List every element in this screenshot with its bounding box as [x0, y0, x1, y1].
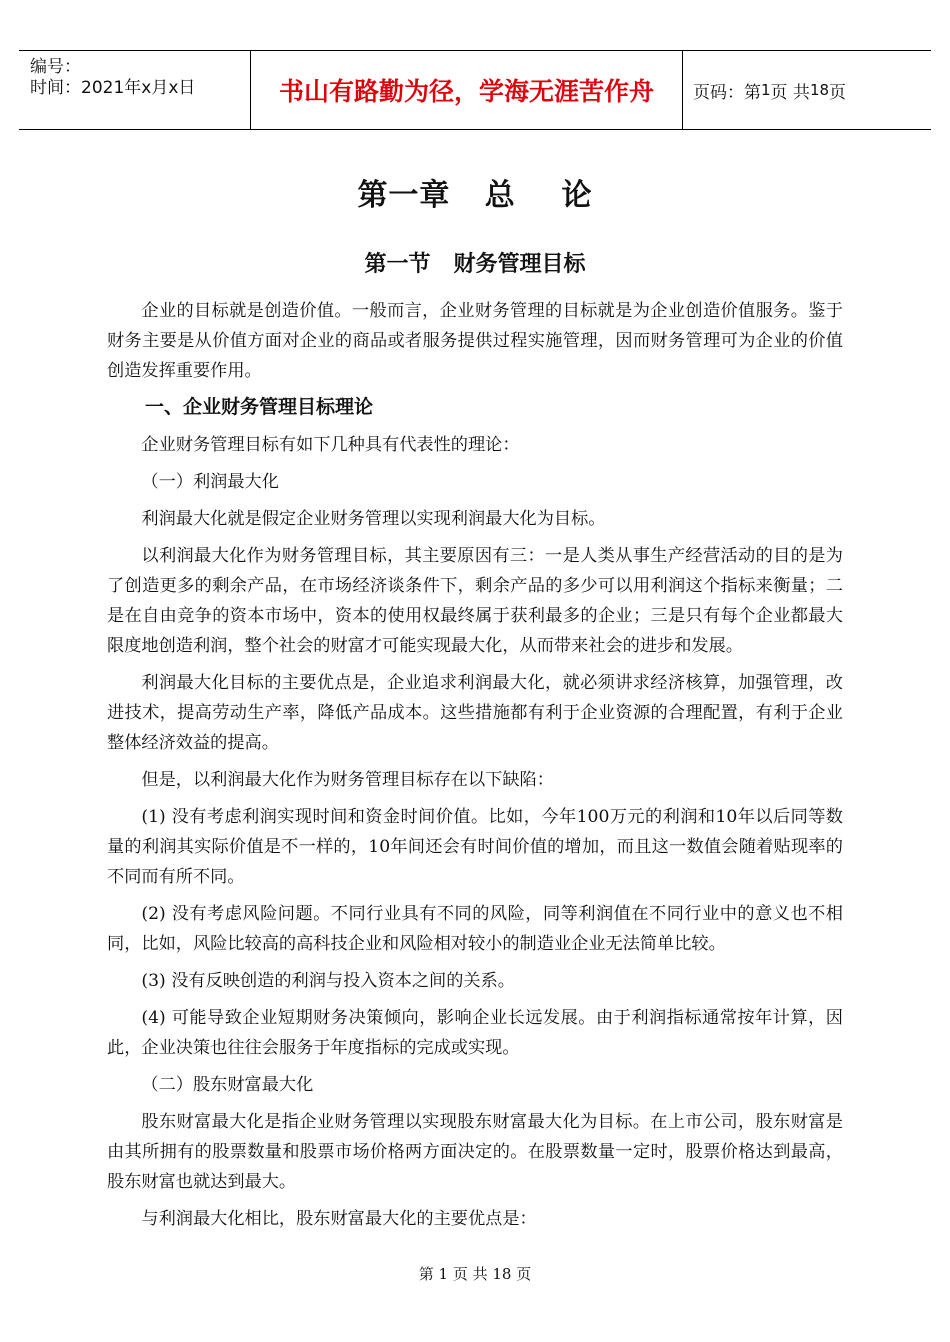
- document-header: [19, 50, 931, 130]
- list-heading: （一）利润最大化: [141, 472, 279, 492]
- page-prefix: 页码：第: [693, 82, 761, 103]
- list-item: (3) 没有反映创造的利润与投入资本之间的关系。: [141, 971, 515, 991]
- paragraph: 企业财务管理目标有如下几种具有代表性的理论：: [141, 435, 520, 455]
- paragraph: 以利润最大化作为财务管理目标，其主要原因有三：一是人类从事生产经营活动的目的是为了创造更多的剩余产品，在市场经济谈条件下，剩余产品的多少可以用利润这个指标来衡量；二是在自由竞争的资本市场中，资本的使用权最终属于获利最多的企业；三是只有每个企业都最大限度地创造利润，整个社会的财富才可能实现最大化，从而带来社会的进步和发展。: [107, 546, 843, 656]
- list-heading: （二）股东财富最大化: [141, 1075, 314, 1095]
- page-number: 1: [761, 81, 771, 99]
- paragraph: 利润最大化就是假定企业财务管理以实现利润最大化为目标。: [141, 509, 606, 529]
- page-footer: 第 1 页 共 18 页: [418, 1265, 532, 1283]
- header-page-cell: [683, 51, 931, 129]
- paragraph: 但是，以利润最大化作为财务管理目标存在以下缺陷：: [141, 770, 554, 790]
- paragraph: 与利润最大化相比，股东财富最大化的主要优点是：: [141, 1209, 537, 1229]
- header-motto-cell: [251, 51, 683, 129]
- list-item: (1) 没有考虑利润实现时间和资金时间价值。比如，今年100万元的利润和10年以后同等数量的利润其实际价值是不一样的，10年间还会有时间价值的增加，而且这一数值会随着贴现率的不同而有所不同。: [107, 807, 843, 887]
- paragraph: 企业的目标就是创造价值。一般而言，企业财务管理的目标就是为企业创造价值服务。鉴于财务主要是从价值方面对企业的商品或者服务提供过程实施管理，因而财务管理可为企业的价值创造发挥重要作用。: [107, 301, 843, 381]
- date-label: 时间：2021年x月x日: [30, 78, 196, 98]
- chapter-title: 第一章 总 论: [357, 178, 593, 213]
- motto-text: 书山有路勤为径，学海无涯苦作舟: [278, 77, 654, 106]
- serial-number-label: 编号：: [30, 57, 81, 77]
- page-total: 18: [809, 81, 830, 99]
- page-suffix: 页: [829, 82, 847, 103]
- document-body: [107, 296, 843, 1241]
- section-title: 第一节 财务管理目标: [364, 252, 586, 277]
- subheading: 一、企业财务管理目标理论: [145, 396, 374, 418]
- list-item: (2) 没有考虑风险问题。不同行业具有不同的风险，同等利润值在不同行业中的意义也不相同，比如，风险比较高的高科技企业和风险相对较小的制造业企业无法简单比较。: [107, 904, 843, 954]
- page-mid: 页 共: [770, 82, 810, 103]
- paragraph: 股东财富最大化是指企业财务管理以实现股东财富最大化为目标。在上市公司，股东财富是由其所拥有的股票数量和股票市场价格两方面决定的。在股票数量一定时，股票价格达到最高，股东财富也就达到最大。: [107, 1112, 843, 1192]
- header-meta-cell: [19, 51, 251, 129]
- paragraph: 利润最大化目标的主要优点是，企业追求利润最大化，就必须讲求经济核算，加强管理，改进技术，提高劳动生产率，降低产品成本。这些措施都有利于企业资源的合理配置，有利于企业整体经济效益的提高。: [107, 673, 843, 753]
- list-item: (4) 可能导致企业短期财务决策倾向，影响企业长远发展。由于利润指标通常按年计算，因此，企业决策也往往会服务于年度指标的完成或实现。: [107, 1008, 843, 1058]
